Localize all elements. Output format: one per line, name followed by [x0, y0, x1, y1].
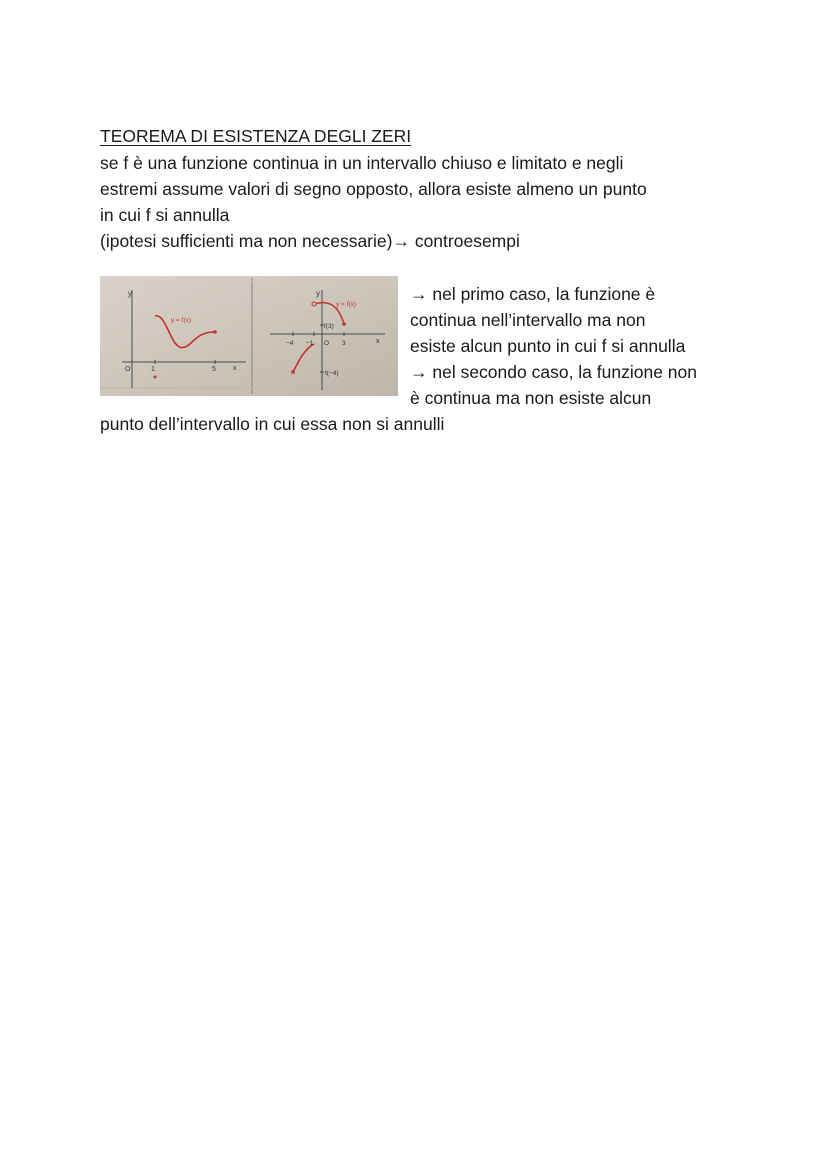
- paragraph-line: (ipotesi sufficienti ma non necessarie)→ controesempi: [100, 231, 520, 251]
- side-text-line: esiste alcun punto in cui f si annulla: [410, 336, 686, 356]
- graph2-fm4-label: f(−4): [325, 370, 339, 377]
- graph2-f3-label: f(3): [324, 323, 334, 330]
- graph1-function-label: y = f(x): [171, 317, 192, 324]
- figure-background: [100, 276, 398, 396]
- graph2-open-point: [312, 302, 316, 306]
- paragraph-line: se f è una funzione continua in un intervallo chiuso e limitato e negli: [100, 153, 624, 173]
- paragraph-line: estremi assume valori di segno opposto, allora esiste almeno un punto: [100, 179, 647, 199]
- graph2-function-label: y = f(x): [336, 301, 357, 308]
- side-text-line: continua nell’intervallo ma non: [410, 310, 646, 330]
- graph2-tick-m4: −4: [286, 340, 294, 347]
- graph1-y-label: y: [128, 289, 132, 298]
- graph2-upper-endpoint: [342, 322, 346, 326]
- graph2-tick3: 3: [342, 340, 346, 347]
- paragraph-line: in cui f si annulla: [100, 205, 230, 225]
- graph1-tick5: 5: [212, 366, 216, 373]
- graph1-endpoint: [213, 330, 217, 334]
- side-text-line: è continua ma non esiste alcun: [410, 388, 652, 408]
- graph2-tick-m1: −1: [306, 340, 314, 347]
- paragraph-last-line: punto dell’intervallo in cui essa non si annulli: [100, 414, 445, 434]
- graph1-x-label: x: [233, 365, 237, 372]
- graph1-point: [154, 376, 157, 379]
- counterexample-figure: [100, 276, 398, 396]
- graph2-origin: O: [324, 340, 330, 347]
- document-title: TEOREMA DI ESISTENZA DEGLI ZERI: [100, 126, 412, 146]
- graph2-x-label: x: [376, 338, 380, 345]
- graph1-tick1: 1: [151, 366, 155, 373]
- graph2-y-label: y: [316, 289, 320, 298]
- side-text-line: → nel primo caso, la funzione è: [410, 284, 656, 304]
- side-text-line: → nel secondo caso, la funzione non: [410, 362, 697, 382]
- graph1-origin: O: [125, 366, 131, 373]
- graph2-lower-endpoint: [291, 370, 295, 374]
